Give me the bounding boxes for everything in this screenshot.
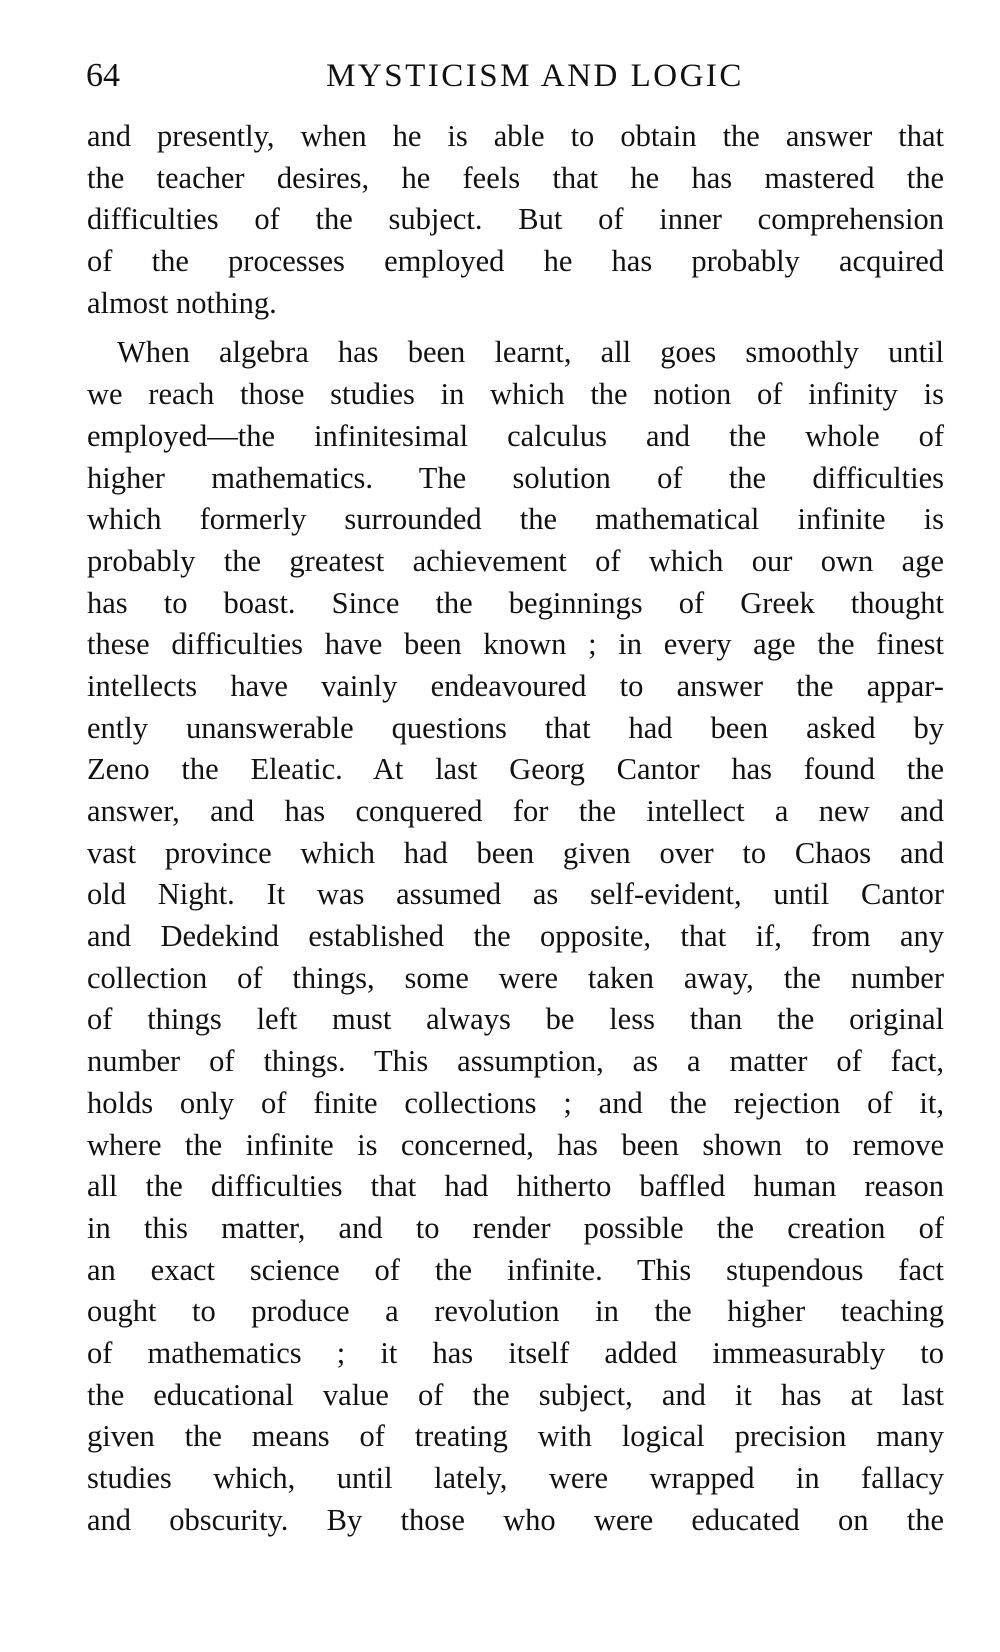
running-title: MYSTICISM AND LOGIC — [326, 58, 744, 94]
text-line: these difficulties have been known ; in every age the finest — [87, 627, 944, 662]
text-line: vast province which had been given over to Chaos and — [87, 835, 944, 870]
page-number: 64 — [86, 57, 120, 94]
text-line: intellects have vainly endeavoured to answer the appar- — [87, 668, 944, 703]
text-line: holds only of finite collections ; and the rejection of it, — [87, 1085, 944, 1120]
text-line: ently unanswerable questions that had been asked by — [87, 710, 944, 745]
text-line: old Night. It was assumed as self-evident, until Cantor — [87, 877, 944, 912]
text-line: When algebra has been learnt, all goes smoothly until — [117, 335, 944, 370]
text-line: almost nothing. — [87, 285, 277, 320]
text-line: of things left must always be less than the original — [87, 1002, 944, 1037]
text-line: the teacher desires, he feels that he has mastered the — [87, 160, 944, 195]
text-line: and obscurity. By those who were educated on the — [87, 1502, 944, 1537]
text-line: Zeno the Eleatic. At last Georg Cantor has found the — [87, 752, 944, 787]
text-line: an exact science of the infinite. This stupendous fact — [87, 1252, 944, 1287]
text-line: higher mathematics. The solution of the difficulties — [87, 460, 944, 495]
text-line: in this matter, and to render possible the creation of — [87, 1210, 944, 1245]
text-line: we reach those studies in which the notion of infinity is — [87, 377, 944, 412]
text-line: which formerly surrounded the mathematical infinite is — [87, 502, 944, 537]
text-line: where the infinite is concerned, has been shown to remove — [87, 1127, 944, 1162]
text-line: answer, and has conquered for the intellect a new and — [87, 794, 944, 828]
text-line: employed—the infinitesimal calculus and the whole of — [87, 418, 944, 453]
text-line: has to boast. Since the beginnings of Greek thought — [87, 585, 944, 620]
body-text — [87, 116, 944, 1541]
text-line: all the difficulties that had hitherto baffled human reason — [87, 1169, 944, 1204]
text-line: given the means of treating with logical precision many — [87, 1419, 944, 1454]
text-line: ought to produce a revolution in the higher teaching — [87, 1294, 944, 1329]
text-line: the educational value of the subject, and it has at last — [87, 1377, 944, 1412]
text-line: of mathematics ; it has itself added immeasurably to — [87, 1335, 944, 1370]
paragraph-1 — [87, 116, 944, 324]
text-line: of the processes employed he has probably acquired — [87, 244, 944, 279]
text-line: and Dedekind established the opposite, that if, from any — [87, 919, 944, 954]
text-line: and presently, when he is able to obtain the answer that — [87, 119, 944, 153]
paragraph-2 — [87, 332, 944, 1541]
text-line: collection of things, some were taken away, the number — [87, 960, 944, 995]
text-line: difficulties of the subject. But of inner comprehension — [87, 202, 944, 237]
text-line: probably the greatest achievement of which our own age — [87, 543, 944, 578]
text-line: number of things. This assumption, as a matter of fact, — [87, 1044, 944, 1079]
running-head — [86, 52, 944, 100]
text-line: studies which, until lately, were wrapped in fallacy — [87, 1461, 944, 1495]
